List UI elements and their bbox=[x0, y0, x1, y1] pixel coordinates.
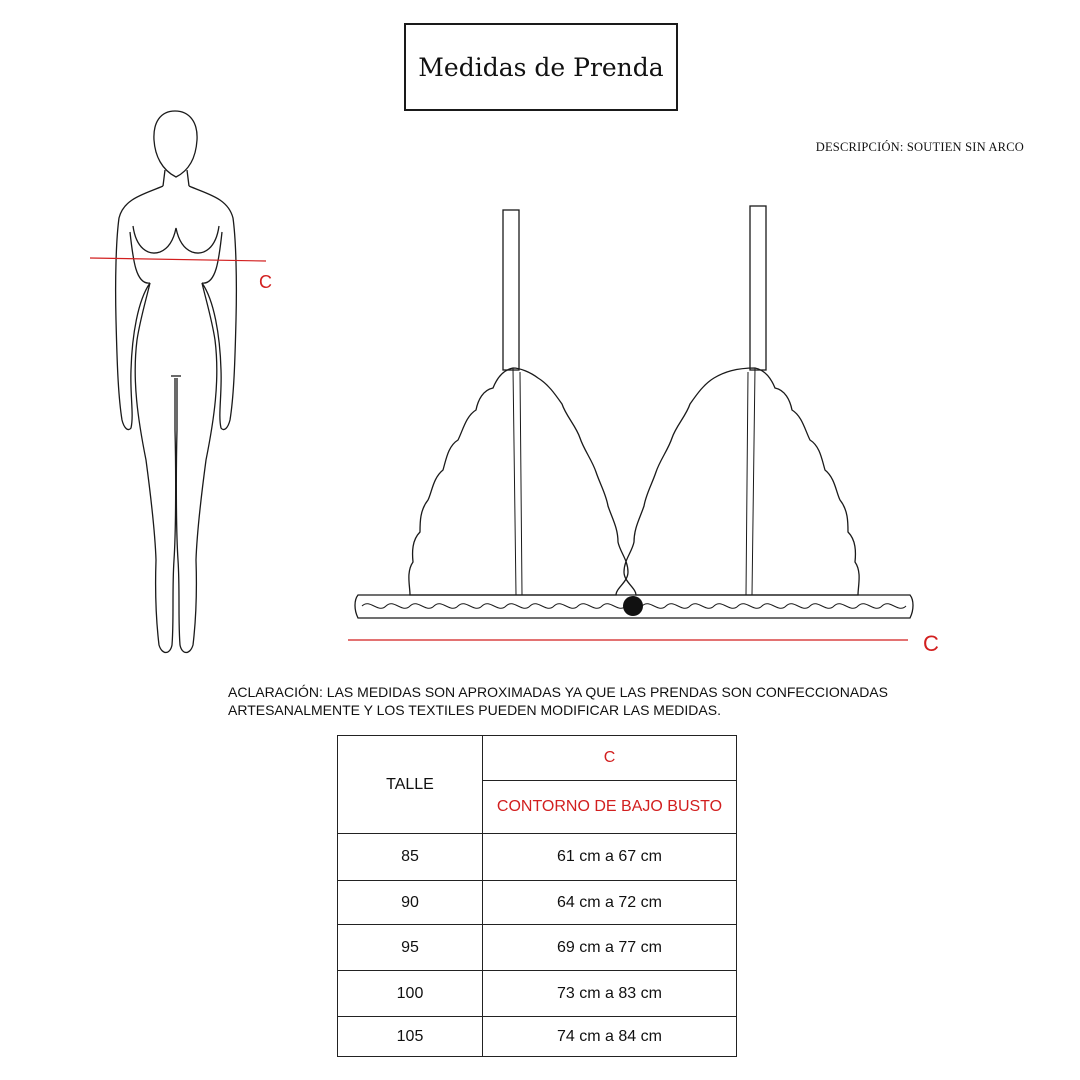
page-title: Medidas de Prenda bbox=[418, 52, 664, 82]
table-row bbox=[338, 881, 737, 925]
rosette-icon bbox=[623, 596, 643, 616]
size-cell: 90 bbox=[338, 881, 483, 925]
range-cell: 74 cm a 84 cm bbox=[483, 1017, 737, 1057]
disclaimer-line-1: ACLARACIÓN: LAS MEDIDAS SON APROXIMADAS YA QUE LAS PRENDAS SON CONFECCIONADAS bbox=[228, 684, 888, 700]
size-cell: 95 bbox=[338, 925, 483, 971]
disclaimer-note bbox=[228, 683, 928, 719]
garment-description: DESCRIPCIÓN: SOUTIEN SIN ARCO bbox=[815, 140, 1024, 154]
header-code: C bbox=[483, 736, 737, 781]
range-cell: 73 cm a 83 cm bbox=[483, 971, 737, 1017]
table-row bbox=[338, 925, 737, 971]
disclaimer-line-2: ARTESANALMENTE Y LOS TEXTILES PUEDEN MODIFICAR LAS MEDIDAS. bbox=[228, 702, 721, 718]
table-header-row bbox=[338, 736, 737, 781]
body-measure-label: C bbox=[259, 272, 272, 292]
bra-illustration-icon bbox=[355, 206, 913, 618]
header-measure: CONTORNO DE BAJO BUSTO bbox=[483, 781, 737, 834]
range-cell: 61 cm a 67 cm bbox=[483, 834, 737, 881]
body-figure-icon bbox=[116, 111, 237, 653]
table-row bbox=[338, 834, 737, 881]
range-cell: 69 cm a 77 cm bbox=[483, 925, 737, 971]
table-row bbox=[338, 1017, 737, 1057]
size-cell: 100 bbox=[338, 971, 483, 1017]
table-row bbox=[338, 971, 737, 1017]
bra-measure-label: C bbox=[923, 631, 939, 656]
size-cell: 105 bbox=[338, 1017, 483, 1057]
size-table bbox=[337, 735, 737, 1057]
header-size: TALLE bbox=[338, 736, 483, 834]
range-cell: 64 cm a 72 cm bbox=[483, 881, 737, 925]
size-cell: 85 bbox=[338, 834, 483, 881]
